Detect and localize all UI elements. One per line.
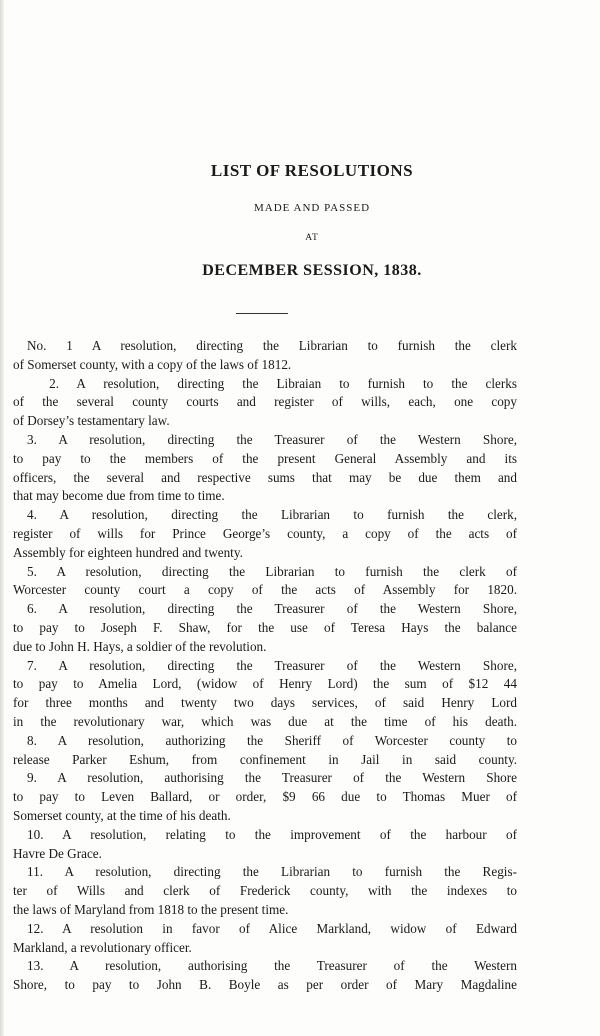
text-line: officers, the several and respective sums that may be due them and [13,469,517,485]
text-line: 5. A resolution, directing the Librarian to furnish the clerk of [27,563,517,579]
text-line: of Dorsey’s testamentary law. [13,413,170,429]
page-edge-shadow [0,0,4,1036]
text-line: Assembly for eighteen hundred and twenty. [13,544,243,560]
text-line: Markland, a revolutionary officer. [13,939,192,955]
text-line: Havre De Grace. [13,845,102,861]
heading-divider [236,313,288,314]
text-line: 8. A resolution, authorizing the Sheriff of Worcester county to [27,732,517,748]
text-line: that may become due from time to time. [13,488,225,504]
text-line: due to John H. Hays, a soldier of the revolution. [13,638,267,654]
text-line: 12. A resolution in favor of Alice Markland, widow of Edward [27,920,517,936]
text-line: of the several county courts and register of wills, each, one copy [13,394,517,410]
text-line: ter of Wills and clerk of Frederick county, with the indexes to [13,883,517,899]
text-line: register of wills for Prince George’s county, a copy of the acts of [13,525,517,541]
text-line: Worcester county court a copy of the acts of Assembly for 1820. [13,582,517,598]
text-line: the laws of Maryland from 1818 to the present time. [13,901,289,917]
text-line: of Somerset county, with a copy of the laws of 1812. [13,356,292,372]
text-line: No. 1 A resolution, directing the Librarian to furnish the clerk [27,338,517,353]
text-line: to pay to Leven Ballard, or order, $9 66 due to Thomas Muer of [13,789,517,805]
text-line: to pay to Amelia Lord, (widow of Henry Lord) the sum of $12 44 [13,676,517,692]
text-line: Shore, to pay to John B. Boyle as per order of Mary Magdaline [13,977,517,993]
text-line: 7. A resolution, directing the Treasurer of the Western Shore, [27,657,517,673]
text-line: for three months and twenty two days services, of said Henry Lord [13,695,517,711]
text-line: 13. A resolution, authorising the Treasurer of the Western [27,958,517,974]
text-line: release Parker Eshum, from confinement in Jail in said county. [13,751,517,767]
text-line: 2. A resolution, directing the Libraian to furnish to the clerks [13,375,517,391]
text-line: to pay to the members of the present General Assembly and its [13,450,517,466]
text-line: 9. A resolution, authorising the Treasurer of the Western Shore [27,770,517,786]
document-title: LIST OF RESOLUTIONS [210,161,414,180]
text-line: 11. A resolution, directing the Librarian to furnish the Regis- [27,864,517,880]
text-line: Somerset county, at the time of his death. [13,807,231,823]
document-at: AT [305,233,319,243]
session-heading: DECEMBER SESSION, 1838. [202,262,422,279]
text-line: in the revolutionary war, which was due at the time of his death. [13,713,517,729]
text-line: 6. A resolution, directing the Treasurer of the Western Shore, [27,601,517,617]
text-line: to pay to Joseph F. Shaw, for the use of Teresa Hays the balance [13,619,517,635]
document-subtitle: MADE AND PASSED [253,202,371,214]
resolutions-list [13,337,517,995]
text-line: 3. A resolution, directing the Treasurer of the Western Shore, [27,431,517,447]
text-line: 10. A resolution, relating to the improvement of the harbour of [27,826,517,842]
text-line: 4. A resolution, directing the Librarian to furnish the clerk, [27,507,517,523]
